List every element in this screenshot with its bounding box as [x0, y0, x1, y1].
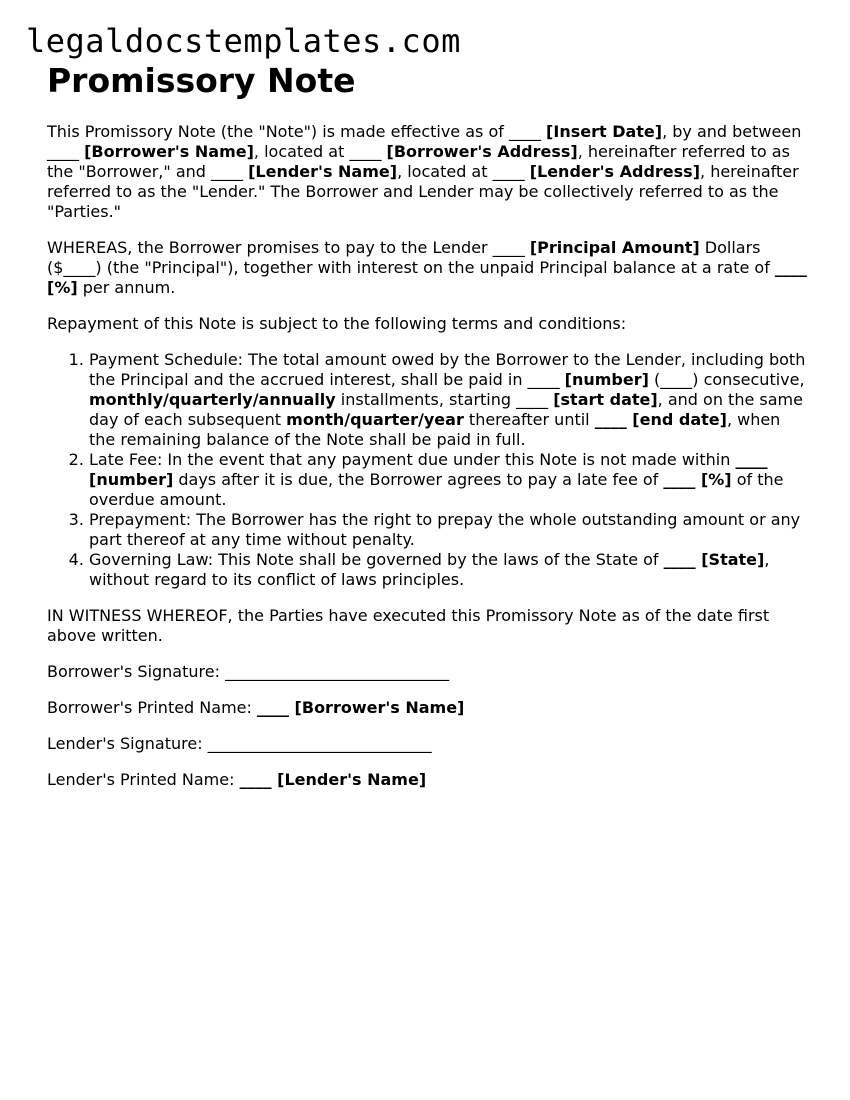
installment-frequency-placeholder: monthly/quarterly/annually: [89, 390, 336, 409]
term-text: (____) consecutive,: [648, 370, 805, 389]
intro-text: , hereinafter referred to as the "Lender." The Borrower and Lender may be collectively referred to as the "Parties.": [47, 162, 799, 221]
insert-date-placeholder: [Insert Date]: [546, 122, 663, 141]
intro-text: This Promissory Note (the "Note") is made effective as of ____: [47, 122, 547, 141]
borrower-printed-name-line: [47, 698, 807, 718]
whereas-text: Dollars ($____) (the "Principal"), together with interest on the unpaid Principal balance at a rate of: [47, 238, 775, 277]
whereas-text: per annum.: [77, 278, 176, 297]
term-text: thereafter until: [463, 410, 595, 429]
term-late-fee: [89, 450, 807, 510]
terms-intro: Repayment of this Note is subject to the following terms and conditions:: [47, 314, 627, 333]
intro-text: , by and between ____: [47, 122, 802, 161]
intro-paragraph: [47, 122, 807, 222]
interest-rate-placeholder: ____ [%]: [47, 258, 807, 297]
borrower-address-placeholder: [Borrower's Address]: [386, 142, 578, 161]
end-date-placeholder: ____ [end date]: [594, 410, 727, 429]
whereas-paragraph: [47, 238, 807, 298]
term-payment-schedule: [89, 350, 807, 450]
start-date-placeholder: [start date]: [553, 390, 658, 409]
borrower-signature-line: Borrower's Signature: ____________________________: [47, 662, 450, 681]
lender-signature-line: Lender's Signature: ____________________________: [47, 734, 432, 753]
installment-count-placeholder: [number]: [564, 370, 649, 389]
document-title: Promissory Note: [47, 61, 356, 100]
period-placeholder: month/quarter/year: [286, 410, 464, 429]
whereas-text: WHEREAS, the Borrower promises to pay to the Lender ____: [47, 238, 530, 257]
site-watermark: legaldocstemplates.com: [26, 22, 461, 60]
terms-list: [47, 350, 807, 590]
intro-text: , located at ____: [397, 162, 530, 181]
intro-text: , hereinafter referred to as the "Borrower," and ____: [47, 142, 790, 181]
lender-address-placeholder: [Lender's Address]: [529, 162, 701, 181]
late-days-placeholder: ____ [number]: [89, 450, 768, 489]
lender-printed-name-line: [47, 770, 807, 790]
term-text: of the overdue amount.: [89, 470, 784, 509]
term-text: installments, starting ____: [335, 390, 554, 409]
term-text: , when the remaining balance of the Note shall be paid in full.: [89, 410, 781, 449]
lender-printed-value: ____ [Lender's Name]: [239, 770, 427, 789]
borrower-printed-label: Borrower's Printed Name:: [47, 698, 257, 717]
intro-text: , located at ____: [253, 142, 387, 161]
term-text: , without regard to its conflict of laws principles.: [89, 550, 770, 589]
borrower-name-placeholder: [Borrower's Name]: [84, 142, 254, 161]
late-fee-percent-placeholder: ____ [%]: [663, 470, 732, 489]
borrower-printed-value: ____ [Borrower's Name]: [256, 698, 465, 717]
lender-name-placeholder: [Lender's Name]: [248, 162, 398, 181]
term-text: Governing Law: This Note shall be governed by the laws of the State of: [89, 550, 664, 569]
term-text: , and on the same day of each subsequent: [89, 390, 803, 429]
witness-paragraph: IN WITNESS WHEREOF, the Parties have executed this Promissory Note as of the date first above written.: [47, 606, 770, 645]
state-placeholder: ____ [State]: [663, 550, 765, 569]
term-text: Late Fee: In the event that any payment due under this Note is not made within: [89, 450, 736, 469]
document-body: [47, 122, 807, 806]
lender-printed-label: Lender's Printed Name:: [47, 770, 240, 789]
term-governing-law: [89, 550, 807, 590]
principal-amount-placeholder: [Principal Amount]: [529, 238, 700, 257]
term-text: days after it is due, the Borrower agrees to pay a late fee of: [173, 470, 664, 489]
term-text: Payment Schedule: The total amount owed by the Borrower to the Lender, including both the Principal and the accrued interest, shall be paid in ____: [89, 350, 806, 389]
term-prepayment: 3. Prepayment: The Borrower has the right to prepay the whole outstanding amount or any part thereof at any time without penalty.: [89, 510, 807, 550]
